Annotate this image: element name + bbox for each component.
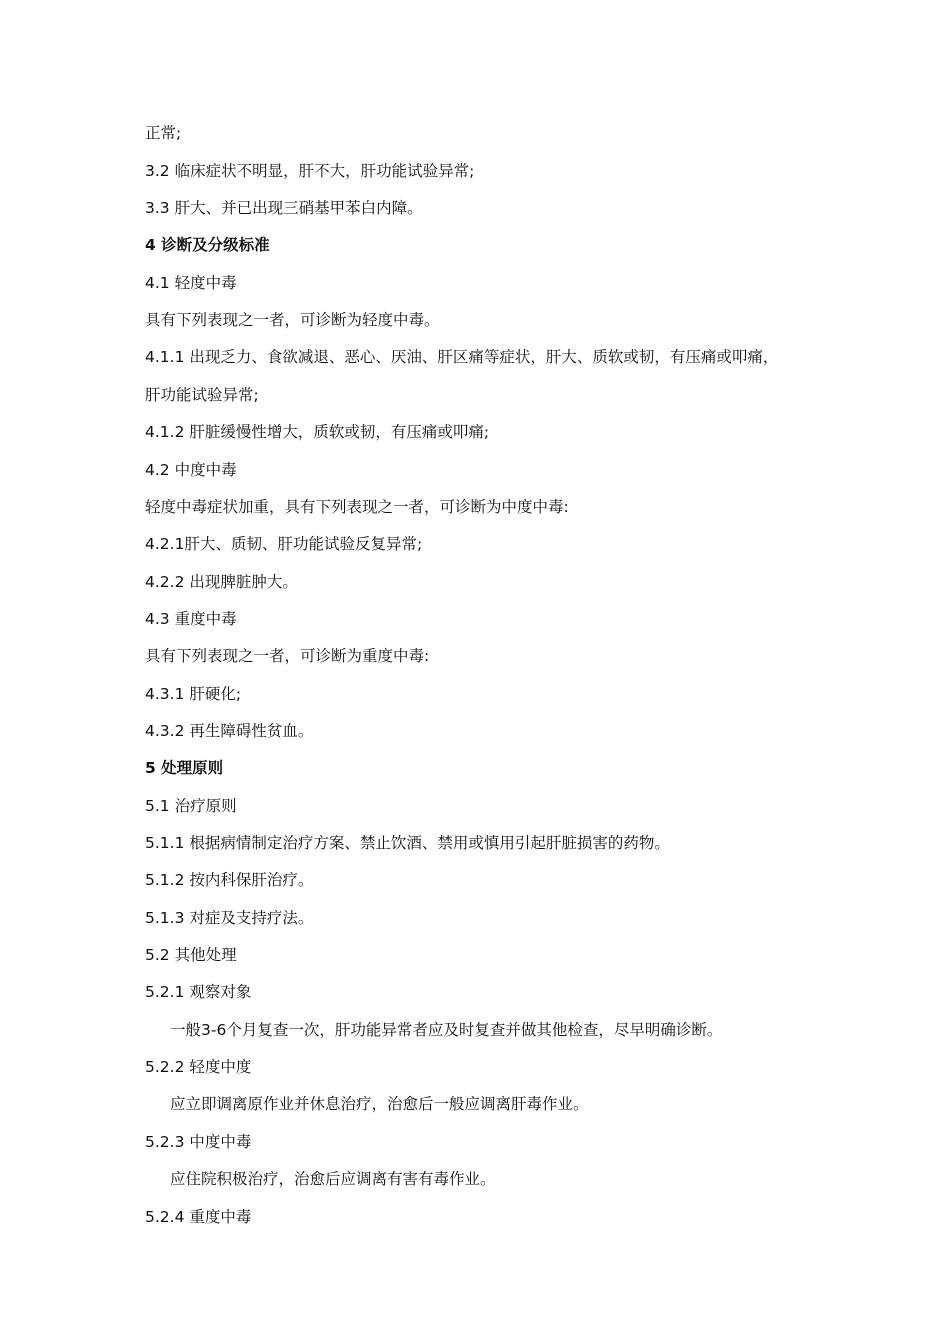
text-line: 具有下列表现之一者，可诊断为重度中毒: bbox=[145, 647, 430, 665]
clause-4-2-1: 4.2.1肝大、质韧、肝功能试验反复异常; bbox=[145, 535, 423, 553]
text-line: 正常; bbox=[145, 124, 182, 142]
section-heading-4: 4 诊断及分级标准 bbox=[145, 236, 270, 254]
clause-3-3: 3.3 肝大、并已出现三硝基甲苯白内障。 bbox=[145, 199, 423, 217]
indented-text-line: 一般3-6个月复查一次，肝功能异常者应及时复查并做其他检查，尽早明确诊断。 bbox=[170, 1021, 723, 1039]
subsection-heading-5-1: 5.1 治疗原则 bbox=[145, 797, 237, 815]
indented-text-line: 应住院积极治疗，治愈后应调离有害有毒作业。 bbox=[170, 1170, 496, 1188]
text-line: 肝功能试验异常; bbox=[145, 386, 259, 404]
subsection-heading-4-2: 4.2 中度中毒 bbox=[145, 461, 237, 479]
clause-5-2-1: 5.2.1 观察对象 bbox=[145, 983, 252, 1001]
clause-4-1-1: 4.1.1 出现乏力、食欲减退、恶心、厌油、肝区痛等症状，肝大、质软或韧，有压痛或叩痛， bbox=[145, 348, 779, 366]
clause-4-3-1: 4.3.1 肝硬化; bbox=[145, 685, 242, 703]
section-heading-5: 5 处理原则 bbox=[145, 759, 224, 777]
clause-5-1-2: 5.1.2 按内科保肝治疗。 bbox=[145, 871, 314, 889]
clause-5-2-2: 5.2.2 轻度中度 bbox=[145, 1058, 252, 1076]
clause-4-3-2: 4.3.2 再生障碍性贫血。 bbox=[145, 722, 314, 740]
clause-5-1-1: 5.1.1 根据病情制定治疗方案、禁止饮酒、禁用或慎用引起肝脏损害的药物。 bbox=[145, 834, 670, 852]
clause-5-2-3: 5.2.3 中度中毒 bbox=[145, 1133, 252, 1151]
subsection-heading-4-1: 4.1 轻度中毒 bbox=[145, 274, 237, 292]
clause-4-1-2: 4.1.2 肝脏缓慢性增大，质软或韧，有压痛或叩痛; bbox=[145, 423, 490, 441]
clause-3-2: 3.2 临床症状不明显，肝不大，肝功能试验异常; bbox=[145, 162, 475, 180]
subsection-heading-5-2: 5.2 其他处理 bbox=[145, 946, 237, 964]
clause-4-2-2: 4.2.2 出现脾脏肿大。 bbox=[145, 573, 298, 591]
text-line: 具有下列表现之一者，可诊断为轻度中毒。 bbox=[145, 311, 440, 329]
clause-5-2-4: 5.2.4 重度中毒 bbox=[145, 1208, 252, 1226]
text-line: 轻度中毒症状加重，具有下列表现之一者，可诊断为中度中毒: bbox=[145, 498, 569, 516]
subsection-heading-4-3: 4.3 重度中毒 bbox=[145, 610, 237, 628]
clause-5-1-3: 5.1.3 对症及支持疗法。 bbox=[145, 909, 314, 927]
indented-text-line: 应立即调离原作业并休息治疗，治愈后一般应调离肝毒作业。 bbox=[170, 1095, 589, 1113]
